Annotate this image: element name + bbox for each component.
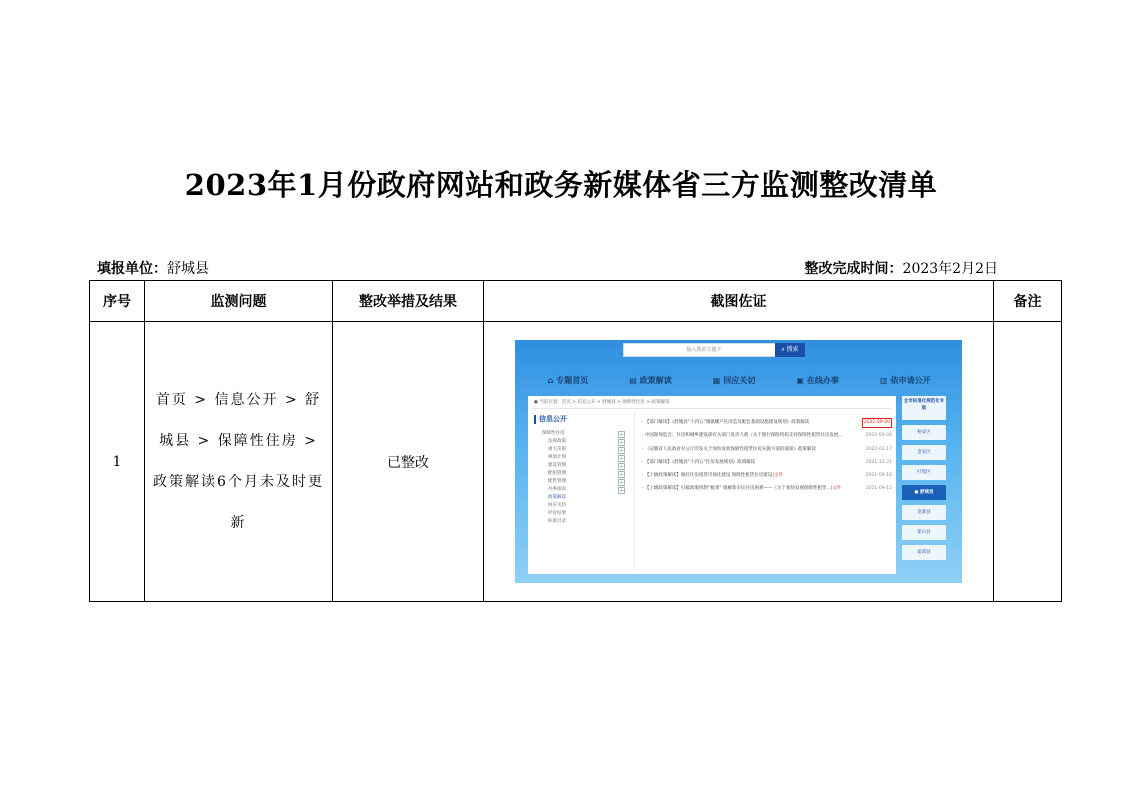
article-tag: |文件 (830, 486, 842, 492)
article-title[interactable]: · 《安徽省人民政府办公厅印发关于加快发展保障性租赁住房实施方案的通知》政策解读 (642, 446, 816, 452)
divider (532, 408, 892, 409)
row-measure: 已整改 (333, 322, 484, 602)
region-item[interactable] (902, 505, 946, 520)
sidebar-item-label: 建设管理 (548, 463, 566, 468)
sidebar-item[interactable] (542, 438, 634, 446)
article-list (642, 416, 892, 496)
region-item[interactable] (902, 545, 946, 560)
sidebar-item-label: 办事指南 (548, 487, 566, 492)
header-remark: 备注 (994, 281, 1062, 322)
sidebar (534, 412, 635, 570)
expand-icon[interactable]: + (619, 432, 624, 437)
article-title-text: 【部门解读】《舒城县“十四五”住房发展规划》政策解读 (644, 459, 756, 465)
header-issue: 监测问题 (145, 281, 333, 322)
article-date: 2021-12-21 (865, 459, 892, 465)
table-header-row (90, 281, 1062, 322)
article-date: 2022-03-04 (865, 433, 892, 439)
sidebar-item[interactable] (542, 494, 634, 502)
completion-time-value: 2023年2月2日 (902, 261, 998, 277)
sidebar-item-label: 回应关切 (548, 503, 566, 508)
breadcrumb (534, 399, 669, 405)
list-item[interactable] (642, 469, 892, 482)
list-item[interactable] (642, 482, 892, 495)
search-input[interactable]: 输入搜索关键字 (623, 343, 780, 357)
list-item[interactable] (642, 456, 892, 469)
expand-icon[interactable]: + (619, 448, 624, 453)
header-no: 序号 (90, 281, 145, 322)
row-screenshot (484, 322, 994, 602)
article-title-text: 中国银保监会、住房和城乡建设部有关部门负责人就《关于银行保险机构支持保障性租赁住房发展... (644, 433, 843, 439)
truck-icon: ▥ (879, 375, 888, 385)
sidebar-item-label: 配售管理 (548, 479, 566, 484)
article-date: 2022-02-17 (865, 446, 892, 452)
article-title[interactable]: · 中国银保监会、住房和城乡建设部有关部门负责人就《关于银行保险机构支持保障性租赁住房发展... (642, 433, 843, 439)
expand-icon[interactable]: + (619, 440, 624, 445)
region-item-label: 霍山县 (917, 530, 931, 535)
home-icon: ⌂ (547, 375, 554, 385)
nav-item-label: 依申请公开 (890, 375, 931, 385)
search-button[interactable] (775, 343, 805, 357)
article-title-text: 【上级政策解读】做好住房租赁市场化建设 保障性租赁住房建设 (644, 473, 773, 479)
header-measure: 整改举措及结果 (333, 281, 484, 322)
region-item[interactable] (902, 525, 946, 540)
location-icon: ● (534, 400, 540, 405)
article-title[interactable]: · 【上级政策解读】打破政策机制“瓶颈” 缓解新市民住房困难——《关于加快发展保障性租赁...|文件 (642, 486, 842, 492)
sidebar-item[interactable] (542, 510, 634, 518)
list-item[interactable] (642, 429, 892, 442)
article-title-text: 【部门解读】《舒城县“十四五”城镇棚户区改造及配套基础设施建设规划》政策解读 (644, 420, 810, 425)
region-item[interactable] (902, 396, 946, 420)
article-title[interactable]: · 【部门解读】《舒城县“十四五”城镇棚户区改造及配套基础设施建设规划》政策解读 (642, 420, 810, 425)
table-row (90, 322, 1062, 602)
region-item-label: 金安区 (917, 450, 931, 455)
region-nav (902, 396, 946, 565)
article-date: 2021-09-15 (865, 486, 892, 492)
article-title[interactable]: · 【上级政策解读】做好住房租赁市场化建设 保障性租赁住房建设|文件 (642, 473, 783, 479)
chat-icon: ▦ (712, 375, 721, 385)
book-icon: ▤ (629, 375, 637, 385)
sidebar-item[interactable] (542, 430, 634, 438)
sidebar-item[interactable] (542, 518, 634, 526)
sidebar-item-label: 规划计划 (548, 455, 566, 460)
region-item[interactable] (902, 425, 946, 440)
region-item-label: 全市标准化规范化专版 (903, 399, 945, 411)
nav-item-label: 在线办事 (806, 375, 839, 385)
breadcrumb-text: 当前位置：首页 > 信息公开 > 舒城县 > 保障性住房 > 政策解读 (539, 400, 670, 405)
region-item-label: 金寨县 (917, 510, 931, 515)
sidebar-item-label: 政策解读 (548, 495, 566, 500)
article-date: 2021-09-16 (865, 473, 892, 479)
list-item[interactable] (642, 416, 892, 429)
sidebar-item-label: 重大决策 (548, 447, 566, 452)
folder-icon: ▣ (796, 375, 804, 385)
sidebar-item-label: 保障性住房 (542, 431, 565, 436)
region-item-label: 霍邱县 (917, 550, 931, 555)
expand-icon[interactable]: + (619, 472, 624, 477)
reporting-unit-label: 填报单位： (97, 261, 167, 277)
sidebar-list (542, 430, 634, 526)
nav-item-label: 专题首页 (556, 375, 589, 385)
sidebar-item[interactable] (542, 446, 634, 454)
sidebar-item-label: 标准目录 (548, 519, 566, 524)
sidebar-item[interactable] (542, 486, 634, 494)
list-item[interactable] (642, 443, 892, 456)
article-title[interactable]: · 【部门解读】《舒城县“十四五”住房发展规划》政策解读 (642, 459, 756, 465)
region-item-label: 裕安区 (917, 430, 931, 435)
article-date: 2022-09-20 (862, 418, 892, 428)
sidebar-item[interactable] (542, 502, 634, 510)
expand-icon[interactable]: + (619, 488, 624, 493)
completion-time-label: 整改完成时间： (804, 261, 903, 277)
nav-item[interactable] (629, 375, 672, 386)
article-title-text: 【上级政策解读】打破政策机制“瓶颈” 缓解新市民住房困难——《关于加快发展保障性租赁... (644, 486, 831, 492)
reporting-unit-value: 舒城县 (167, 261, 209, 277)
sidebar-item[interactable] (542, 478, 634, 486)
sidebar-item-label: 评价结果 (548, 511, 566, 516)
row-issue: 首页 > 信息公开 > 舒城县 > 保障性住房 > 政策解读6个月未及时更新 (145, 322, 333, 602)
expand-icon[interactable]: + (619, 464, 624, 469)
location-pin-icon: ● (914, 490, 920, 495)
nav-item-label: 回应关切 (723, 375, 756, 385)
region-item[interactable] (902, 465, 946, 480)
row-remark (994, 322, 1062, 602)
search-icon: ⌕ (781, 346, 785, 353)
page-title: 2023年1月份政府网站和政务新媒体省三方监测整改清单 (184, 168, 938, 202)
nav-item[interactable] (796, 375, 839, 386)
expand-icon[interactable]: + (619, 480, 624, 485)
sidebar-title: 信息公开 (534, 415, 634, 424)
evidence-screenshot (515, 340, 962, 583)
rectification-table (89, 280, 1062, 602)
nav-item[interactable] (548, 375, 589, 386)
sidebar-item[interactable] (542, 454, 634, 462)
sidebar-item-label: 配租管理 (548, 471, 566, 476)
article-title-text: 《安徽省人民政府办公厅印发关于加快发展保障性租赁住房实施方案的通知》政策解读 (644, 446, 816, 452)
region-item[interactable] (902, 445, 946, 460)
region-item-label: 叶集区 (917, 470, 931, 475)
sidebar-item[interactable] (542, 462, 634, 470)
region-item[interactable] (902, 485, 946, 500)
article-tag: |文件 (772, 473, 783, 479)
region-item-label: 舒城县 (920, 490, 934, 495)
search-button-label: 搜索 (786, 346, 799, 353)
nav-item[interactable] (713, 375, 756, 386)
content-panel (528, 396, 896, 574)
completion-time (805, 258, 998, 278)
row-no: 1 (90, 322, 145, 602)
nav-item-label: 政策解读 (639, 375, 672, 385)
reporting-unit (97, 258, 209, 278)
topic-nav (527, 370, 951, 390)
nav-item[interactable] (880, 375, 931, 386)
header-screenshot: 截图佐证 (484, 281, 994, 322)
sidebar-item-label: 法规政策 (548, 439, 566, 444)
sidebar-item[interactable] (542, 470, 634, 478)
expand-icon[interactable]: + (619, 456, 624, 461)
